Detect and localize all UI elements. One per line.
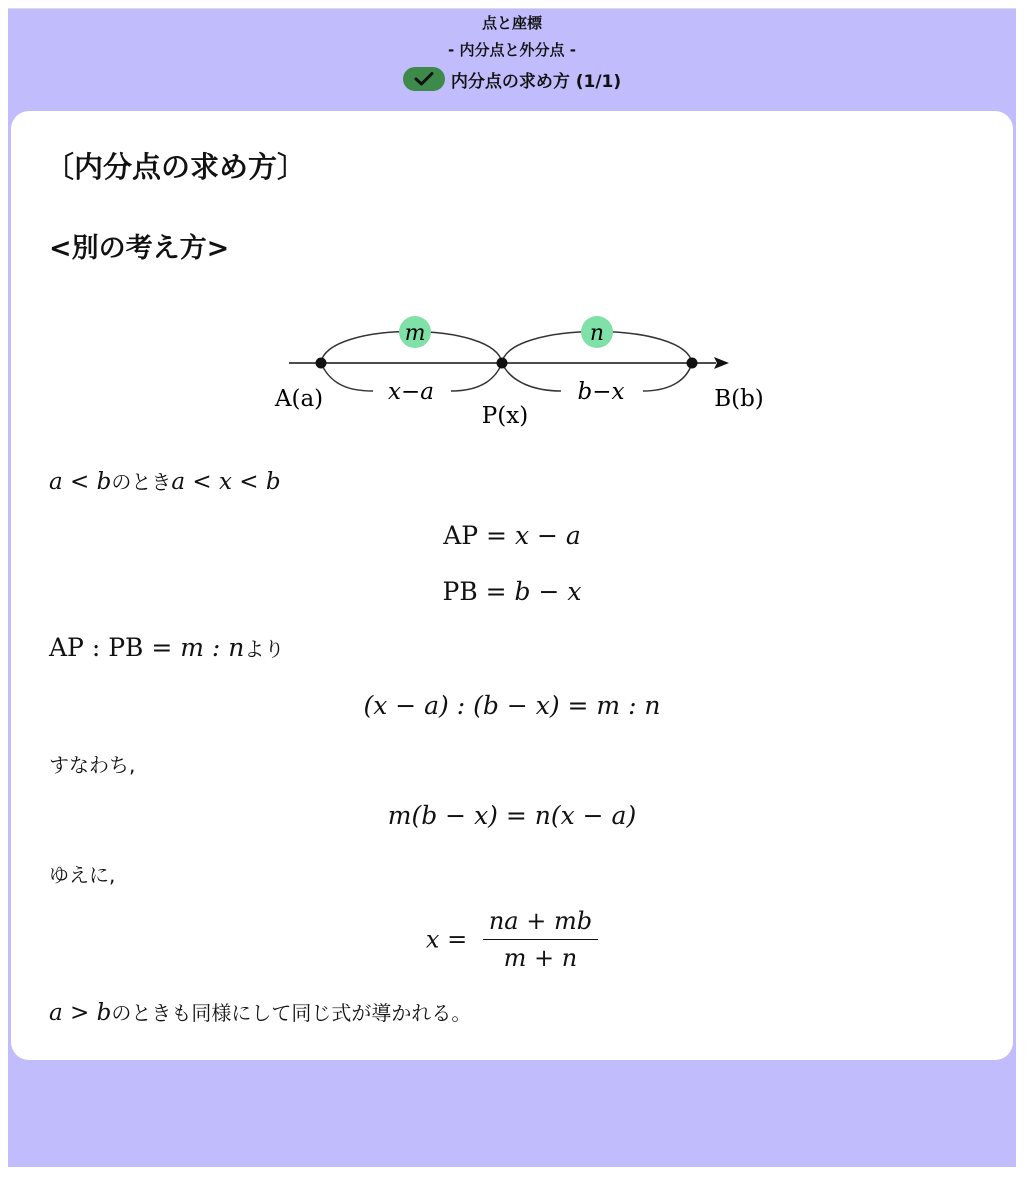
ratio-m-label: m: [404, 321, 426, 346]
equation-expand: m(b − x) = n(x − a): [387, 801, 637, 830]
point-a-label: A(a): [274, 386, 324, 412]
equation-ap-rhs: = x − a: [486, 521, 581, 550]
conclusion-inequality: a > b: [49, 1000, 112, 1026]
ratio-n-label: n: [589, 321, 605, 346]
equation-pb-rhs: = b − x: [485, 577, 582, 606]
note-hence: ゆえに,: [49, 863, 116, 887]
ratio-suffix: より: [244, 637, 285, 661]
point-a-dot: [316, 358, 327, 369]
equation-result-lhs: x =: [425, 925, 468, 954]
equation-ratio: (x − a) : (b − x) = m : n: [363, 691, 661, 720]
check-icon: [414, 71, 434, 87]
range-inequality: a < x < b: [171, 469, 281, 495]
arc-lower-left-b: [451, 363, 502, 391]
condition-inequality: a < b: [49, 469, 112, 495]
conclusion-line: [49, 997, 471, 1026]
lesson-title: 内分点の求め方 (1/1): [450, 71, 622, 92]
section-title: - 内分点と外分点 -: [448, 41, 576, 59]
equation-ap: [11, 521, 1013, 550]
segment-label-ap: x−a: [388, 379, 434, 405]
ratio-rhs: m : n: [180, 633, 245, 662]
condition-connector: のとき: [111, 470, 172, 494]
equation-pb-lhs: PB: [442, 577, 478, 606]
division-point-diagram: [251, 311, 791, 436]
section-heading: 〔内分点の求め方〕: [45, 150, 307, 184]
arc-lower-right-a: [502, 363, 561, 391]
fraction: [483, 907, 598, 972]
point-b-label: B(b): [714, 386, 764, 412]
completed-badge: [403, 67, 445, 91]
ratio-line: [49, 633, 284, 662]
chapter-title: 点と座標: [481, 14, 542, 32]
equation-ap-lhs: AP: [443, 521, 479, 550]
note-therefore: すなわち,: [49, 753, 136, 777]
point-b-dot: [687, 358, 698, 369]
point-p-label: P(x): [481, 403, 529, 429]
segment-label-pb: b−x: [577, 379, 625, 405]
subsection-heading: <別の考え方>: [49, 233, 230, 264]
point-p-dot: [497, 358, 508, 369]
fraction-denominator: m + n: [503, 944, 578, 972]
lesson-title-row[interactable]: [8, 65, 1016, 93]
page-frame: [8, 8, 1016, 1167]
arrow-head-icon: [714, 357, 729, 369]
conclusion-text: のときも同様にして同じ式が導かれる。: [111, 1001, 472, 1025]
condition-line: [49, 466, 281, 495]
equation-result: [11, 907, 1013, 972]
fraction-numerator: na + mb: [483, 907, 598, 940]
equation-pb: [11, 577, 1013, 606]
arc-lower-left-a: [321, 363, 373, 391]
ratio-lhs: AP : PB =: [49, 633, 181, 662]
content-card: [11, 111, 1013, 1060]
arc-lower-right-b: [643, 363, 692, 391]
